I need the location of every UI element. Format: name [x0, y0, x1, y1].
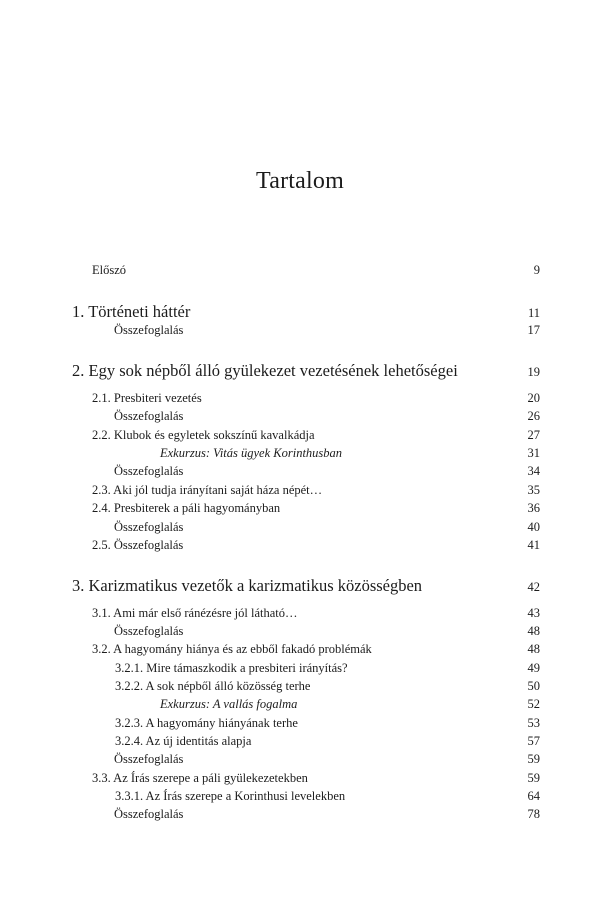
toc-entry [0, 806, 540, 822]
toc-entry-title: Összefoglalás [114, 409, 184, 423]
toc-entry-page-number: 49 [527, 661, 540, 675]
toc-entry-title: Összefoglalás [114, 520, 184, 534]
toc-entry-page-number: 20 [527, 391, 540, 405]
toc-entry-title: 2.4. Presbiterek a páli hagyományban [92, 501, 281, 515]
toc-entry-page-number: 43 [527, 606, 540, 620]
toc-entry [0, 641, 540, 657]
toc-entry [0, 427, 540, 443]
toc-entry-title: Összefoglalás [114, 464, 184, 478]
toc-entry-page-number: 26 [527, 409, 540, 423]
toc-entry [0, 696, 540, 712]
toc-entry-page-number: 59 [527, 771, 540, 785]
toc-entry-title: 2.2. Klubok és egyletek sokszínű kavalkádja [92, 428, 315, 442]
toc-entry-page-number: 48 [527, 642, 540, 656]
toc-entry [0, 715, 540, 731]
toc-entry-title: 3.2.3. A hagyomány hiányának terhe [115, 716, 298, 730]
toc-entry-page-number: 17 [527, 323, 540, 337]
toc-entry [0, 576, 540, 597]
toc-entry [0, 302, 540, 323]
toc-entry-title: Exkurzus: A vallás fogalma [160, 697, 298, 711]
toc-entry-title: 3.2. A hagyomány hiánya és az ebből fakadó problémák [92, 642, 372, 656]
toc-entry-page-number: 57 [527, 734, 540, 748]
toc-entry [0, 390, 540, 406]
toc-entry-title: 3.1. Ami már első ránézésre jól látható… [92, 606, 298, 620]
toc-entry-page-number: 52 [527, 697, 540, 711]
toc-entry-page-number: 11 [527, 306, 540, 320]
toc-entry [0, 361, 540, 382]
toc-entry [0, 733, 540, 749]
toc-entry-page-number: 31 [527, 446, 540, 460]
toc-entry [0, 482, 540, 498]
toc-entry-page-number: 59 [527, 752, 540, 766]
toc-entry-title: Összefoglalás [114, 807, 184, 821]
toc-entry [0, 519, 540, 535]
toc-entry-title: 1. Történeti háttér [72, 302, 191, 321]
toc-entry [0, 463, 540, 479]
toc-entry [0, 408, 540, 424]
toc-entry-title: 2.5. Összefoglalás [92, 538, 184, 552]
toc-entry-page-number: 42 [527, 580, 540, 594]
toc-entry [0, 623, 540, 639]
toc-entry [0, 660, 540, 676]
toc-entry-title: Összefoglalás [114, 323, 184, 337]
toc-entry-page-number: 41 [527, 538, 540, 552]
toc-entry-page-number: 35 [527, 483, 540, 497]
toc-entry-title: Exkurzus: Vitás ügyek Korinthusban [160, 446, 343, 460]
toc-entry-page-number: 19 [527, 365, 540, 379]
toc-entry-page-number: 27 [527, 428, 540, 442]
toc-entry-title: 3. Karizmatikus vezetők a karizmatikus közösségben [72, 576, 423, 595]
toc-entry-page-number: 53 [527, 716, 540, 730]
toc-entry-page-number: 64 [527, 789, 540, 803]
toc-entry-page-number: 48 [527, 624, 540, 638]
toc-entry [0, 262, 540, 278]
toc-entry-title: Összefoglalás [114, 752, 184, 766]
toc-entry-title: 2.3. Aki jól tudja irányítani saját háza népét… [92, 483, 323, 497]
toc-entry [0, 605, 540, 621]
toc-entry-title: 3.2.2. A sok népből álló közösség terhe [115, 679, 311, 693]
toc-entry-title: Összefoglalás [114, 624, 184, 638]
toc-entry [0, 678, 540, 694]
toc-entry [0, 445, 540, 461]
toc-entry-page-number: 34 [527, 464, 540, 478]
toc-entry-page-number: 36 [527, 501, 540, 515]
toc-entry-title: 3.2.4. Az új identitás alapja [115, 734, 252, 748]
toc-entry [0, 537, 540, 553]
toc-entry-title: 3.3. Az Írás szerepe a páli gyülekezetekben [92, 771, 308, 785]
toc-entry-title: 3.2.1. Mire támaszkodik a presbiteri irányítás? [115, 661, 348, 675]
toc-entry-page-number: 50 [527, 679, 540, 693]
toc-entry [0, 770, 540, 786]
toc-entry-page-number: 78 [527, 807, 540, 821]
toc-entry [0, 751, 540, 767]
toc-entry [0, 500, 540, 516]
toc-entry-title: 2.1. Presbiteri vezetés [92, 391, 202, 405]
toc-entry-title: Előszó [92, 263, 127, 277]
toc-entry-page-number: 40 [527, 520, 540, 534]
toc-entry [0, 788, 540, 804]
toc-entry-page-number: 9 [533, 263, 540, 277]
toc-entry-title: 3.3.1. Az Írás szerepe a Korinthusi levelekben [115, 789, 346, 803]
page-title: Tartalom [256, 168, 344, 194]
toc-entry-title: 2. Egy sok népből álló gyülekezet vezetésének lehetőségei [72, 361, 458, 380]
toc-entry [0, 322, 540, 338]
